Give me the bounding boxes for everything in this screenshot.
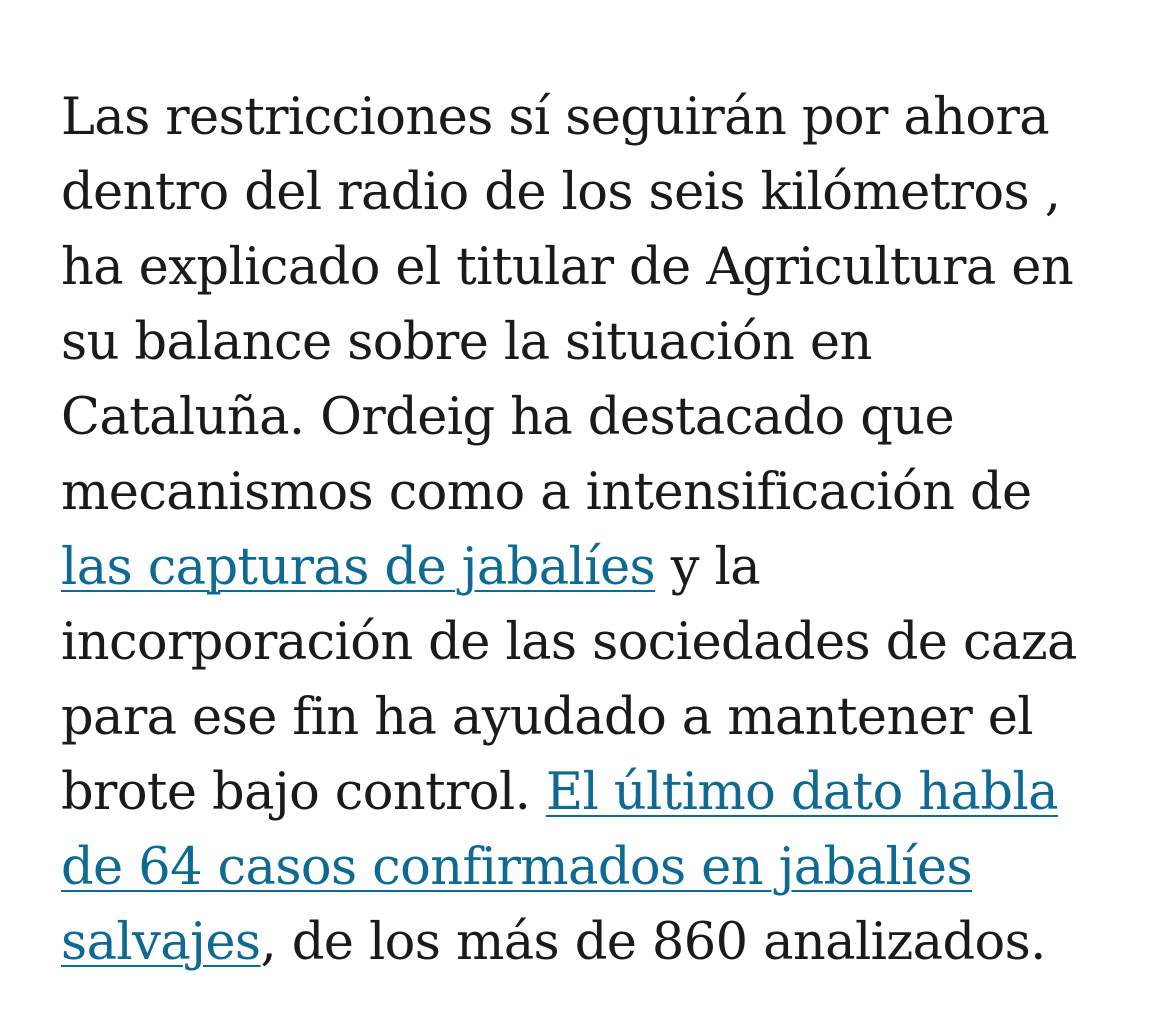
paragraph-line: incorporación de las sociedades de caza (61, 613, 1077, 672)
article-paragraph (61, 80, 1141, 980)
paragraph-line (61, 755, 1141, 830)
paragraph-line: dentro del radio de los seis kilómetros , (61, 163, 1061, 222)
cases-data-link[interactable]: de 64 casos confirmados en jabalíes (61, 838, 973, 897)
paragraph-text: y la (655, 538, 761, 597)
paragraph-line: ha explicado el titular de Agricultura en (61, 238, 1074, 297)
paragraph-line: Las restricciones sí seguirán por ahora (61, 88, 1050, 147)
paragraph-line: mecanismos como a intensificación de (61, 463, 1032, 522)
paragraph-line (61, 530, 1141, 605)
cases-data-link[interactable]: salvajes (61, 913, 261, 972)
paragraph-text: , de los más de 860 analizados. (260, 913, 1046, 972)
paragraph-line: para ese fin ha ayudado a mantener el (61, 688, 1034, 747)
paragraph-line (61, 830, 1141, 905)
jabalies-captures-link[interactable]: las capturas de jabalíes (61, 538, 656, 597)
paragraph-line: Cataluña. Ordeig ha destacado que (61, 388, 955, 447)
paragraph-line: su balance sobre la situación en (61, 313, 872, 372)
paragraph-line (61, 905, 1141, 980)
cases-data-link[interactable]: El último dato habla (545, 763, 1058, 822)
paragraph-text: brote bajo control. (61, 763, 546, 822)
